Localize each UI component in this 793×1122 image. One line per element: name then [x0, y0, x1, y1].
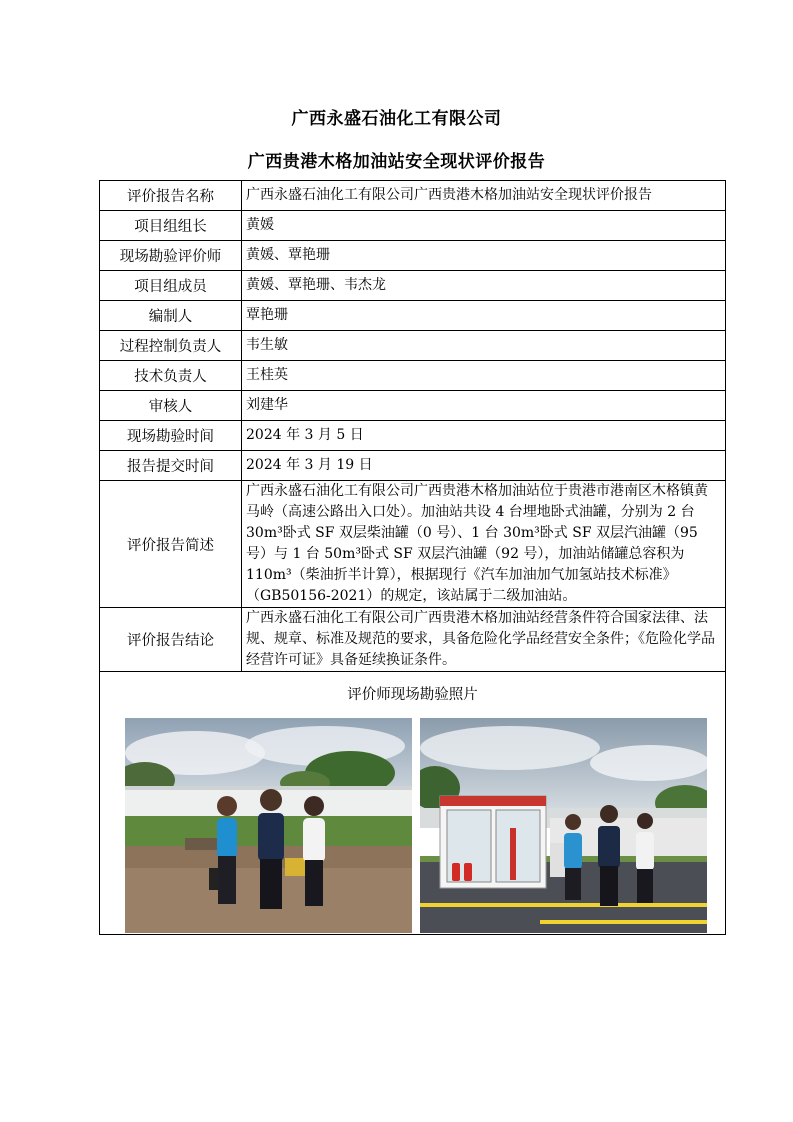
- info-row: [100, 361, 726, 391]
- info-row-label: 现场勘验时间: [100, 421, 242, 451]
- photos-cell: [100, 672, 726, 935]
- summary-row: [100, 481, 726, 608]
- info-row: [100, 301, 726, 331]
- report-title: 广西贵港木格加油站安全现状评价报告: [247, 152, 546, 172]
- info-row: [100, 391, 726, 421]
- info-row-value: 黄媛: [242, 211, 726, 241]
- info-row: [100, 181, 726, 211]
- report-info-table: [99, 180, 726, 935]
- conclusion-row: [100, 608, 726, 672]
- info-row-label: 审核人: [100, 391, 242, 421]
- company-title: 广西永盛石油化工有限公司: [291, 109, 502, 129]
- photos-row: [100, 672, 726, 935]
- site-photo-tank-area: [125, 718, 412, 933]
- info-row: [100, 271, 726, 301]
- info-row: [100, 451, 726, 481]
- info-row-label: 技术负责人: [100, 361, 242, 391]
- photos-title: 评价师现场勘验照片: [347, 686, 478, 703]
- conclusion-label: 评价报告结论: [100, 608, 242, 672]
- info-row-value: 韦生敏: [242, 331, 726, 361]
- info-row-label: 评价报告名称: [100, 181, 242, 211]
- info-row: [100, 331, 726, 361]
- info-row-value: 覃艳珊: [242, 301, 726, 331]
- info-row-value: 黄媛、覃艳珊: [242, 241, 726, 271]
- info-row: [100, 421, 726, 451]
- photo-row: [104, 704, 721, 934]
- info-row-value: 2024 年 3 月 5 日: [242, 421, 726, 451]
- info-row-label: 报告提交时间: [100, 451, 242, 481]
- site-photo-fire-equipment: [420, 718, 707, 933]
- info-row-value: 黄媛、覃艳珊、韦杰龙: [242, 271, 726, 301]
- summary-value: 广西永盛石油化工有限公司广西贵港木格加油站位于贵港市港南区木格镇黄马岭（高速公路出入口处）。加油站共设 4 台埋地卧式油罐，分别为 2 台 30m³卧式 SF 双层柴油罐（0 号）、1 台 30m³卧式 SF 双层汽油罐（95 号）与 1 台 50m³卧式 SF 双层汽油罐（92 号），加油站储罐总容积为 110m³（柴油折半计算），根据现行《汽车加油加气加氢站技术标准》（GB50156-2021）的规定，该站属于二级加油站。: [242, 481, 726, 608]
- info-row-value: 2024 年 3 月 19 日: [242, 451, 726, 481]
- info-row-label: 项目组组长: [100, 211, 242, 241]
- info-row-label: 编制人: [100, 301, 242, 331]
- info-row: [100, 241, 726, 271]
- info-row-label: 项目组成员: [100, 271, 242, 301]
- info-rows: [100, 181, 726, 481]
- summary-label: 评价报告简述: [100, 481, 242, 608]
- info-row-value: 王桂英: [242, 361, 726, 391]
- info-row-value: 刘建华: [242, 391, 726, 421]
- info-row-label: 过程控制负责人: [100, 331, 242, 361]
- conclusion-value: 广西永盛石油化工有限公司广西贵港木格加油站经营条件符合国家法律、法规、规章、标准及规范的要求，具备危险化学品经营安全条件；《危险化学品经营许可证》具备延续换证条件。: [242, 608, 726, 672]
- info-row-value: 广西永盛石油化工有限公司广西贵港木格加油站安全现状评价报告: [242, 181, 726, 211]
- info-row: [100, 211, 726, 241]
- info-row-label: 现场勘验评价师: [100, 241, 242, 271]
